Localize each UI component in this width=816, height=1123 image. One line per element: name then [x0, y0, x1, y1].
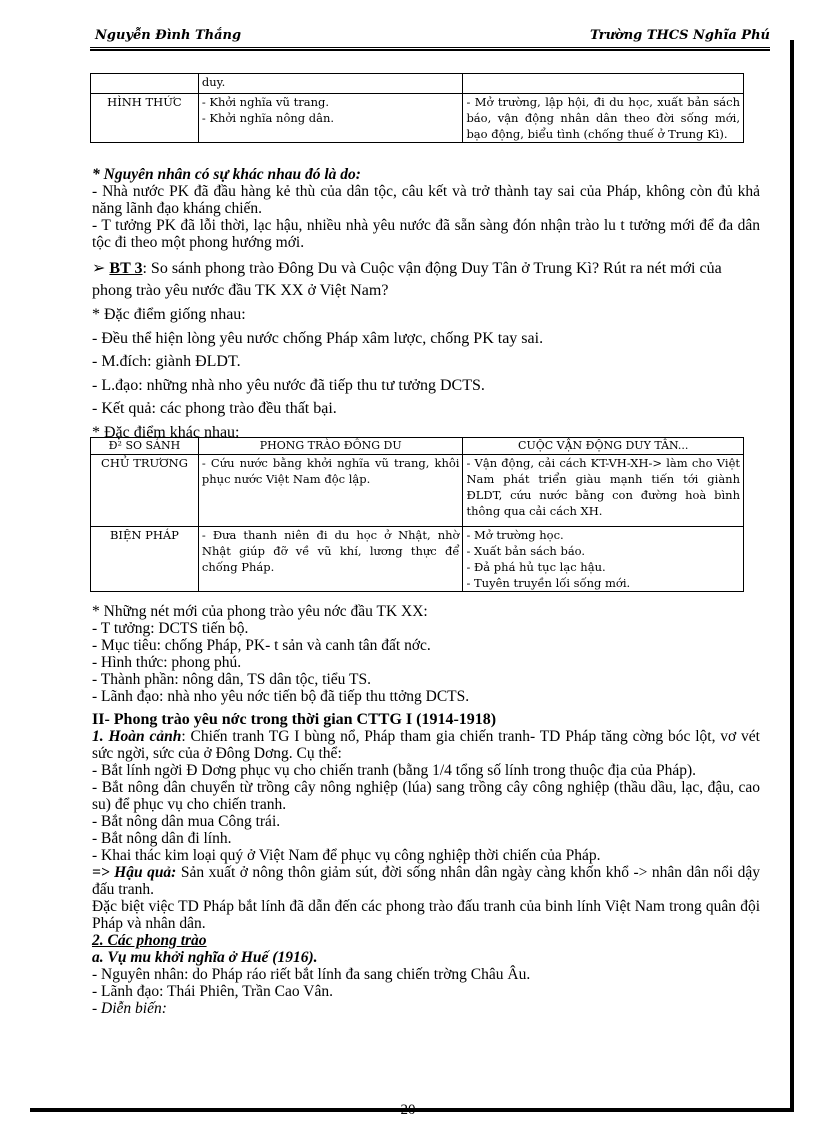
list-item: - Mục tiêu: chống Pháp, PK- t sản và canh tân đất nớc. [92, 637, 431, 654]
list-item: - Diễn biến: [92, 1000, 167, 1017]
similarities-block [92, 303, 760, 444]
reason-heading: * Nguyên nhân có sự khác nhau đó là do: [92, 166, 361, 183]
list-item: - Bắt nông dân mua Công trái. [92, 813, 281, 830]
list-item: - Bắt lính ngời Đ Dơng phục vụ cho chiến tranh (bằng 1/4 tổng số lính trong thuộc địa của Pháp). [92, 762, 696, 779]
new-features-block [92, 603, 760, 705]
page-header [95, 28, 770, 46]
table-cell: - Mở trường, lập hội, đi du học, xuất bản sách báo, vận động nhân dân theo đời sống mới, bạo động, biểu tình (chống thuế ở Trung Kì). [463, 94, 744, 143]
table-cell [463, 74, 744, 94]
header-rule [90, 47, 770, 48]
list-item: * Đặc điểm khác nhau: [92, 423, 240, 441]
table-row [91, 527, 744, 592]
list-item: - Bắt nông dân đi lính. [92, 830, 232, 847]
header-rule-thick [90, 49, 770, 51]
header-author: Nguyễn Đình Thắng [95, 28, 242, 43]
page-border-right [790, 40, 794, 1110]
list-item: - Hình thức: phong phú. [92, 654, 242, 671]
list-item: - Kết quả: các phong trào đều thất bại. [92, 400, 337, 417]
table-cell: - Cứu nước bằng khởi nghĩa vũ trang, khôi phục nước Việt Nam độc lập. [198, 455, 463, 527]
column-header: Đ² SO SÁNH [91, 438, 199, 455]
list-item: - T tưởng: DCTS tiến bộ. [92, 620, 249, 637]
table-header-row [91, 438, 744, 455]
list-item: - T tưởng PK đã lỗi thời, lạc hậu, nhiều nhà yêu nước đã sẵn sàng đón nhận trào lu t tưởng mới để đa dân tộc đi theo một phong hướng mới. [92, 217, 760, 251]
list-item: - Lãnh đạo: nhà nho yêu nớc tiến bộ đã tiếp thu ttởng DCTS. [92, 688, 470, 705]
list-item: - L.đạo: những nhà nho yêu nước đã tiếp thu tư tưởng DCTS. [92, 376, 485, 394]
table-row [91, 74, 744, 94]
comparison-table-2 [90, 437, 744, 592]
table-row [91, 94, 744, 143]
list-item: - Nhà nước PK đã đầu hàng kẻ thù của dân tộc, câu kết và trở thành tay sai của Pháp, không còn đủ khả năng lãnh đạo kháng chiến. [92, 183, 760, 217]
list-item: * Những nét mới của phong trào yêu nớc đầu TK XX: [92, 603, 428, 620]
table-cell: - Khởi nghĩa vũ trang. - Khởi nghĩa nông dân. [198, 94, 463, 143]
reason-block [92, 166, 760, 251]
list-item: - Lãnh đạo: Thái Phiên, Trần Cao Vân. [92, 983, 333, 1000]
exercise-3: ➢ BT 3: So sánh phong trào Đông Du và Cuộc vận động Duy Tân ở Trung Kì? Rút ra nét mới của phong trào yêu nước đầu TK XX ở Việt Nam? [92, 260, 722, 299]
row-label: BIỆN PHÁP [91, 527, 199, 592]
section-title: II- Phong trào yêu nớc trong thời gian CTTG I (1914-1918) [92, 711, 497, 728]
section-2: II- Phong trào yêu nớc trong thời gian CTTG I (1914-1918) 1. Hoàn cảnh: Chiến tranh TG I bùng nổ, Pháp tham gia chiến tranh- TD Pháp tăng cờng bóc lột, vơ vét sức ngời, sức của ở Đông Dơng. Cụ thể: - Bắt lính ngời Đ Dơng phục vụ cho chiến tranh (bằng 1/4 tổng số lính trong thuộc địa của Pháp). - Bắt nông dân chuyển từ trồng cây nông nghiệp (lúa) sang trồng cây công nghiệp (thầu dầu, lạc, đậu, cao su) để phục vụ cho chiến tranh. - Bắt nông dân mua Công trái. - Bắt nông dân đi lính. - Khai thác kim loại quý ở Việt Nam để phục vụ công nghiệp thời chiến của Pháp. => Hậu quả: Sản xuất ở nông thôn giảm sút, đời sống nhân dân ngày càng khốn khổ -> nhân dân nổi dậy đấu tranh. Đặc biệt việc TD Pháp bắt lính đã dẫn đến các phong trào đấu tranh của binh lính Việt Nam trong quân đội Pháp và nhân dân. 2. Các phong trào a. Vụ mu khởi nghĩa ở Huế (1916). - Nguyên nhân: do Pháp ráo riết bắt lính đa sang chiến trờng Châu Âu. - Lãnh đạo: Thái Phiên, Trần Cao Vân. - Diễn biến: [92, 711, 761, 1017]
list-item: - Bắt nông dân chuyển từ trồng cây nông nghiệp (lúa) sang trồng cây công nghiệp (thầu dầu, lạc, đậu, cao su) để phục vụ cho chiến tranh. [92, 779, 760, 813]
table-cell: - Vận động, cải cách KT-VH-XH-> làm cho Việt Nam phát triển giàu mạnh tiến tới giành ĐLDT, cứu nước bằng con đường hoà bình thông qua cải cách XH. [463, 455, 744, 527]
comparison-table-1 [90, 73, 744, 143]
exercise-label: BT 3 [109, 260, 143, 277]
list-item: * Đặc điểm giống nhau: [92, 306, 246, 323]
table-cell [91, 74, 199, 94]
column-header: PHONG TRÀO ĐÔNG DU [198, 438, 463, 455]
list-item: - M.đích: giành ĐLDT. [92, 353, 241, 370]
consequence-label: => Hậu quả: [92, 864, 177, 881]
table-cell: - Mở trường học. - Xuất bản sách báo. - Đả phá hủ tục lạc hậu. - Tuyên truyền lối sống mới. [463, 527, 744, 592]
subsection-title: 1. Hoàn cảnh [92, 728, 182, 745]
list-item: - Khai thác kim loại quý ở Việt Nam để phục vụ công nghiệp thời chiến của Pháp. [92, 847, 601, 864]
list-item: - Nguyên nhân: do Pháp ráo riết bắt lính đa sang chiến trờng Châu Âu. [92, 966, 531, 983]
row-label: CHỦ TRƯƠNG [91, 455, 199, 527]
paragraph: Đặc biệt việc TD Pháp bắt lính đã dẫn đến các phong trào đấu tranh của binh lính Việt Nam trong quân đội Pháp và nhân dân. [92, 898, 760, 932]
column-header: CUỘC VẬN ĐỘNG DUY TÂN... [463, 438, 744, 455]
table-cell: duy. [198, 74, 463, 94]
row-label: HÌNH THỨC [91, 94, 199, 143]
page-number: 20 [400, 1102, 416, 1118]
table-row [91, 455, 744, 527]
header-school: Trường THCS Nghĩa Phú [590, 28, 770, 43]
table-cell: - Đưa thanh niên đi du học ở Nhật, nhờ Nhật giúp đỡ về vũ khí, lương thực để chống Pháp. [198, 527, 463, 592]
list-item: - Đều thể hiện lòng yêu nước chống Pháp xâm lược, chống PK tay sai. [92, 329, 544, 347]
subsection-title: a. Vụ mu khởi nghĩa ở Huế (1916). [92, 949, 318, 966]
list-item: - Thành phần: nông dân, TS dân tộc, tiểu TS. [92, 671, 371, 688]
subsection-title: 2. Các phong trào [92, 932, 207, 949]
